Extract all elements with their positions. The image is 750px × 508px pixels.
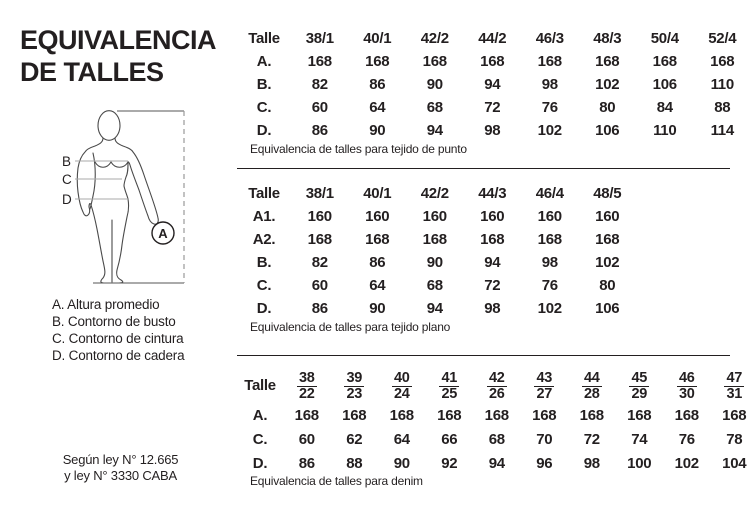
size-value: 168 (674, 407, 699, 424)
row-label: A. (252, 407, 268, 424)
row-label: A2. (252, 231, 276, 248)
size-value: 64 (369, 99, 386, 116)
size-table-row (237, 404, 750, 428)
size-value: 60 (311, 99, 328, 116)
size-value: 72 (484, 99, 501, 116)
column-header-size: 38/1 (305, 30, 334, 47)
fraction-top: 47 (726, 369, 743, 386)
size-fraction (344, 369, 364, 402)
size-value: 98 (583, 455, 600, 472)
legend-item-bust: B. Contorno de busto (52, 313, 176, 329)
size-value: 168 (480, 231, 505, 248)
law-footnote-line1: Según ley N° 12.665 (62, 452, 179, 467)
column-header-size (473, 368, 521, 404)
size-table-row (237, 73, 750, 96)
fraction-bottom: 22 (298, 385, 315, 402)
size-table-row (237, 228, 636, 251)
size-value: 72 (484, 277, 501, 294)
size-value: 168 (437, 407, 462, 424)
size-value: 106 (595, 300, 620, 317)
size-value: 98 (484, 300, 501, 317)
size-value: 110 (653, 122, 677, 139)
column-header-size: 46/3 (535, 30, 564, 47)
hip-marker-label: D (62, 192, 72, 207)
size-table-denim (237, 368, 750, 476)
column-header-size: 48/5 (593, 185, 622, 202)
size-table-header-row (237, 182, 636, 205)
size-value: 114 (710, 122, 734, 139)
size-fraction (439, 369, 459, 402)
figure-head (98, 111, 120, 141)
size-value: 86 (369, 76, 386, 93)
fraction-top: 40 (393, 369, 410, 386)
size-table-row (237, 205, 636, 228)
fraction-top: 45 (631, 369, 648, 386)
size-value: 90 (369, 300, 386, 317)
size-value: 94 (484, 254, 501, 271)
figure-bust-line (95, 162, 128, 167)
page-title-line1: EQUIVALENCIA (20, 25, 217, 55)
size-value: 60 (298, 431, 315, 448)
fraction-bottom: 30 (678, 385, 695, 402)
waist-marker-label: C (62, 172, 72, 187)
row-label: A. (256, 53, 272, 70)
size-value: 102 (537, 122, 562, 139)
size-value: 72 (583, 431, 600, 448)
size-value: 78 (726, 431, 743, 448)
size-value: 94 (426, 122, 443, 139)
size-value: 62 (346, 431, 363, 448)
column-header-size: 52/4 (708, 30, 737, 47)
size-value: 76 (678, 431, 695, 448)
size-value: 68 (426, 277, 443, 294)
column-header-size: 40/1 (363, 30, 392, 47)
size-value: 168 (307, 231, 332, 248)
size-table-denim-caption: Equivalencia de talles para denim (250, 474, 423, 488)
size-fraction (392, 369, 412, 402)
column-header-size (616, 368, 664, 404)
size-value: 168 (294, 407, 319, 424)
row-label: A1. (252, 208, 276, 225)
fraction-top: 44 (583, 369, 600, 386)
column-header-size: 48/3 (593, 30, 622, 47)
column-header-size (331, 368, 379, 404)
size-table-row (237, 251, 636, 274)
figure-left-contour (77, 138, 110, 283)
legend-item-hip: D. Contorno de cadera (52, 347, 185, 363)
legend-item-waist: C. Contorno de cintura (52, 330, 184, 346)
size-value: 98 (484, 122, 501, 139)
column-header-size: 38/1 (305, 185, 334, 202)
fraction-top: 42 (488, 369, 505, 386)
size-value: 168 (652, 53, 677, 70)
size-value: 90 (426, 76, 443, 93)
size-value: 76 (541, 277, 558, 294)
row-label: C. (256, 99, 272, 116)
size-value: 106 (595, 122, 620, 139)
column-header-talle: Talle (248, 30, 280, 47)
size-table-knit (237, 27, 750, 142)
size-table-woven-caption: Equivalencia de talles para tejido plano (250, 320, 451, 334)
column-header-size: 50/4 (650, 30, 679, 47)
size-value: 160 (595, 208, 620, 225)
size-table-row (237, 452, 750, 476)
size-table-row (237, 274, 636, 297)
size-value: 70 (536, 431, 553, 448)
size-fraction (297, 369, 317, 402)
size-value: 168 (710, 53, 735, 70)
size-fraction (724, 369, 744, 402)
size-value: 86 (311, 122, 328, 139)
figure-right-contour (113, 138, 158, 283)
size-value: 60 (311, 277, 328, 294)
fraction-bottom: 29 (631, 385, 648, 402)
row-label: C. (252, 431, 268, 448)
size-value: 102 (674, 455, 699, 472)
size-value: 64 (369, 277, 386, 294)
size-fraction (487, 369, 507, 402)
size-value: 68 (488, 431, 505, 448)
size-value: 86 (369, 254, 386, 271)
size-value: 168 (537, 53, 562, 70)
column-header-talle: Talle (248, 185, 280, 202)
size-table-knit-caption: Equivalencia de talles para tejido de punto (250, 142, 467, 156)
size-fraction (629, 369, 649, 402)
height-marker-label: A (158, 226, 168, 241)
size-table-woven (237, 182, 636, 320)
fraction-bottom: 23 (346, 385, 363, 402)
column-header-size (426, 368, 474, 404)
column-header-size (378, 368, 426, 404)
size-value: 168 (532, 407, 557, 424)
size-value: 106 (652, 76, 677, 93)
size-value: 74 (631, 431, 648, 448)
column-header-size (568, 368, 616, 404)
size-value: 168 (422, 53, 447, 70)
size-table-row (237, 50, 750, 73)
size-table-row (237, 297, 636, 320)
size-value: 86 (298, 455, 315, 472)
table-divider-1 (237, 168, 730, 169)
fraction-bottom: 27 (536, 385, 553, 402)
body-measurement-diagram (45, 98, 215, 303)
size-fraction (582, 369, 602, 402)
fraction-bottom: 25 (441, 385, 458, 402)
size-value: 168 (484, 407, 509, 424)
size-value: 160 (365, 208, 390, 225)
size-value: 168 (365, 53, 390, 70)
size-table-header-row (237, 368, 750, 404)
row-label: C. (256, 277, 272, 294)
bust-marker-label: B (62, 154, 72, 169)
table-divider-2 (237, 355, 730, 356)
size-value: 160 (422, 208, 447, 225)
size-fraction (534, 369, 554, 402)
row-label: B. (256, 254, 272, 271)
law-footnote-line2: y ley N° 3330 CABA (64, 468, 177, 483)
size-value: 86 (311, 300, 328, 317)
size-value: 102 (537, 300, 562, 317)
law-footnote (28, 452, 213, 484)
size-value: 102 (595, 254, 620, 271)
size-value: 168 (579, 407, 604, 424)
column-header-size: 42/2 (420, 185, 449, 202)
row-label: D. (256, 300, 272, 317)
column-header-size (521, 368, 569, 404)
size-value: 168 (537, 231, 562, 248)
fraction-top: 39 (346, 369, 363, 386)
fraction-bottom: 31 (726, 385, 743, 402)
size-value: 168 (389, 407, 414, 424)
size-value: 88 (714, 99, 731, 116)
size-value: 160 (307, 208, 332, 225)
size-value: 168 (595, 231, 620, 248)
size-table-row (237, 428, 750, 452)
size-value: 88 (346, 455, 363, 472)
size-table-header-row (237, 27, 750, 50)
size-tables-panel (237, 0, 747, 508)
size-value: 90 (369, 122, 386, 139)
page-title-line2: DE TALLES (20, 57, 164, 87)
size-value: 102 (595, 76, 620, 93)
size-value: 168 (365, 231, 390, 248)
size-table-row (237, 96, 750, 119)
row-label: B. (256, 76, 272, 93)
size-value: 98 (541, 254, 558, 271)
size-value: 96 (536, 455, 553, 472)
size-value: 84 (656, 99, 673, 116)
legend-item-height: A. Altura promedio (52, 297, 160, 312)
fraction-bottom: 26 (488, 385, 505, 402)
size-value: 168 (422, 231, 447, 248)
fraction-top: 43 (536, 369, 553, 386)
size-value: 168 (722, 407, 747, 424)
fraction-bottom: 24 (393, 385, 410, 402)
size-value: 168 (480, 53, 505, 70)
size-fraction (677, 369, 697, 402)
column-header-size (283, 368, 331, 404)
column-header-size (663, 368, 711, 404)
size-value: 94 (488, 455, 505, 472)
size-value: 82 (311, 76, 328, 93)
size-value: 82 (311, 254, 328, 271)
female-silhouette-drawing (45, 98, 215, 303)
size-table-row (237, 119, 750, 142)
size-value: 80 (599, 99, 616, 116)
size-value: 110 (710, 76, 734, 93)
size-value: 64 (393, 431, 410, 448)
size-value: 94 (426, 300, 443, 317)
size-value: 100 (627, 455, 652, 472)
measurement-legend (52, 297, 184, 365)
size-value: 90 (393, 455, 410, 472)
size-value: 76 (541, 99, 558, 116)
row-label: D. (256, 122, 272, 139)
size-value: 168 (342, 407, 367, 424)
fraction-top: 46 (678, 369, 695, 386)
size-value: 104 (722, 455, 747, 472)
size-value: 66 (441, 431, 458, 448)
size-value: 92 (441, 455, 458, 472)
fraction-top: 38 (298, 369, 315, 386)
column-header-size (711, 368, 750, 404)
fraction-bottom: 28 (583, 385, 600, 402)
size-value: 168 (307, 53, 332, 70)
column-header-size: 44/2 (478, 30, 507, 47)
size-value: 160 (537, 208, 562, 225)
size-value: 80 (599, 277, 616, 294)
column-header-talle: Talle (244, 377, 276, 394)
row-label: D. (252, 455, 268, 472)
fraction-top: 41 (441, 369, 458, 386)
size-value: 168 (627, 407, 652, 424)
size-value: 168 (595, 53, 620, 70)
page-title (20, 24, 216, 88)
column-header-size: 42/2 (420, 30, 449, 47)
column-header-size: 40/1 (363, 185, 392, 202)
size-value: 160 (480, 208, 505, 225)
size-value: 98 (541, 76, 558, 93)
size-value: 68 (426, 99, 443, 116)
column-header-size: 46/4 (535, 185, 564, 202)
size-value: 94 (484, 76, 501, 93)
size-value: 90 (426, 254, 443, 271)
column-header-size: 44/3 (478, 185, 507, 202)
